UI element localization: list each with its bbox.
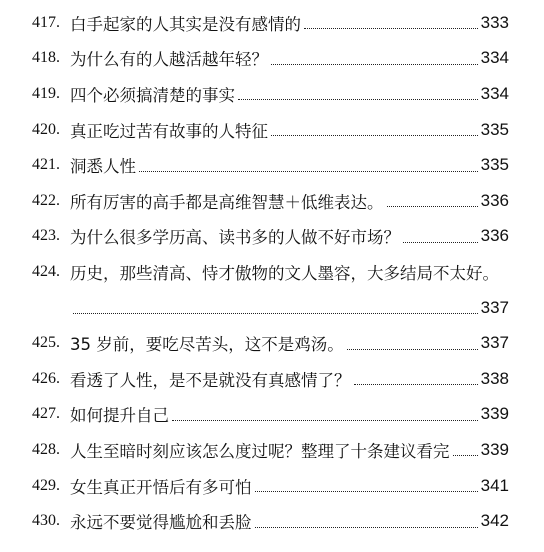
entry-page-number: 342: [480, 511, 509, 531]
entry-number: 417.: [32, 13, 60, 31]
entry-title: 人生至暗时刻应该怎么度过呢？整理了十条建议看完: [70, 441, 450, 461]
entry-number: 418.: [32, 49, 60, 67]
dot-leader: [73, 313, 478, 314]
entry-page-number: 338: [480, 368, 509, 388]
entry-page-number: 339: [480, 404, 509, 424]
dot-leader: [172, 420, 478, 421]
entry-title: 为什么很多学历高、读书多的人做不好市场？: [70, 228, 400, 248]
entry-number: 419.: [32, 84, 60, 102]
entry-title: 历史，那些清高、恃才傲物的文人墨容，大多结局不太好。: [70, 263, 499, 283]
entry-title: 如何提升自己: [70, 406, 169, 426]
toc-entry-425[interactable]: [32, 325, 509, 361]
entry-number: 423.: [32, 227, 60, 245]
dot-leader: [271, 64, 478, 65]
entry-page-number: 336: [480, 226, 509, 246]
entry-page-number: 334: [480, 83, 509, 103]
dot-leader: [347, 349, 478, 350]
dot-leader: [238, 99, 478, 100]
toc-entry-428[interactable]: [32, 432, 509, 468]
entry-title: 真正吃过苦有故事的人特征: [70, 121, 268, 141]
entry-page-number: 336: [480, 190, 509, 210]
dot-leader: [271, 135, 478, 136]
entry-page-number: 337: [480, 297, 509, 317]
entry-first-line: [32, 254, 509, 290]
entry-page-number: 341: [480, 475, 509, 495]
dot-leader: [453, 455, 478, 456]
entry-number: 422.: [32, 191, 60, 209]
entry-page-number: 334: [480, 48, 509, 68]
entry-title: 女生真正开悟后有多可怕: [70, 477, 252, 497]
dot-leader: [255, 527, 478, 528]
table-of-contents: [32, 5, 509, 539]
toc-entry-423[interactable]: [32, 219, 509, 255]
toc-entry-430[interactable]: [32, 503, 509, 539]
entry-number: 420.: [32, 120, 60, 138]
dot-leader: [255, 491, 478, 492]
toc-entry-417[interactable]: [32, 5, 509, 41]
toc-entry-419[interactable]: [32, 76, 509, 112]
entry-title: 为什么有的人越活越年轻？: [70, 50, 268, 70]
entry-page-number: 335: [480, 119, 509, 139]
toc-entry-424[interactable]: [32, 254, 509, 325]
toc-entry-420[interactable]: [32, 112, 509, 148]
entry-number: 421.: [32, 156, 60, 174]
entry-title: 所有厉害的高手都是高维智慧＋低维表达。: [70, 192, 384, 212]
toc-entry-418[interactable]: [32, 41, 509, 77]
dot-leader: [139, 171, 478, 172]
entry-title: 永远不要觉得尴尬和丢脸: [70, 513, 252, 533]
dot-leader: [354, 384, 478, 385]
entry-title: 洞悉人性: [70, 157, 136, 177]
entry-title: 看透了人性，是不是就没有真感情了？: [70, 370, 351, 390]
entry-number: 424.: [32, 262, 60, 280]
entry-title: 四个必须搞清楚的事实: [70, 85, 235, 105]
entry-number: 427.: [32, 405, 60, 423]
dot-leader: [304, 28, 478, 29]
entry-number: 429.: [32, 476, 60, 494]
dot-leader: [403, 242, 478, 243]
entry-page-number: 335: [480, 155, 509, 175]
dot-leader: [387, 206, 478, 207]
entry-page-number: 337: [480, 333, 509, 353]
toc-entry-429[interactable]: [32, 468, 509, 504]
entry-title: 白手起家的人其实是没有感情的: [70, 14, 301, 34]
entry-page-number: 339: [480, 439, 509, 459]
entry-page-number: 333: [480, 12, 509, 32]
entry-title: 35 岁前，要吃尽苦头，这不是鸡汤。: [70, 335, 344, 355]
entry-number: 428.: [32, 440, 60, 458]
entry-number: 425.: [32, 334, 60, 352]
toc-entry-426[interactable]: [32, 361, 509, 397]
toc-entry-427[interactable]: [32, 397, 509, 433]
entry-number: 426.: [32, 369, 60, 387]
toc-entry-422[interactable]: [32, 183, 509, 219]
entry-continuation-line: [32, 290, 509, 326]
toc-entry-421[interactable]: [32, 147, 509, 183]
entry-number: 430.: [32, 512, 60, 530]
